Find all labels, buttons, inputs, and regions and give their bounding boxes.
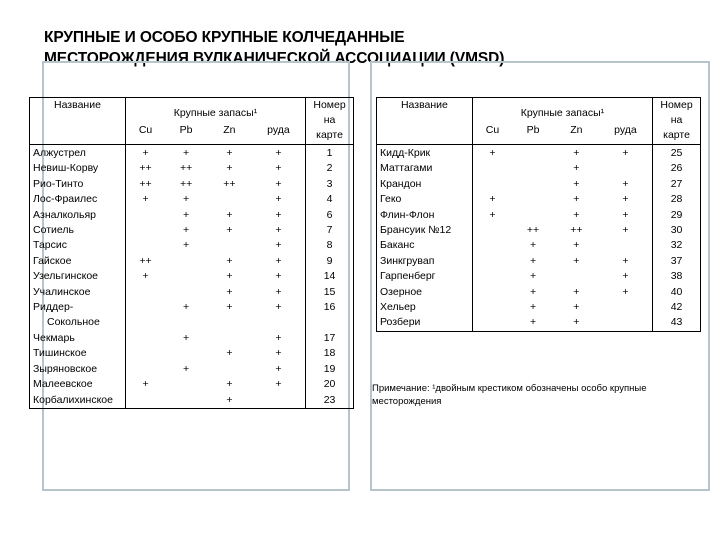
deposit-name xyxy=(30,254,126,269)
deposit-name-text: Озерное xyxy=(380,285,423,298)
cell-pb xyxy=(165,377,207,392)
deposit-name-text: Лос-Фраилес xyxy=(33,193,98,206)
cell-map-number: 7 xyxy=(306,223,354,238)
cell-cu xyxy=(472,238,512,253)
header-name: Название xyxy=(30,98,126,145)
deposit-name xyxy=(377,208,473,223)
cell-map-number: 4 xyxy=(306,192,354,207)
cell-ore: + xyxy=(275,239,282,252)
cell-pb: ++ xyxy=(179,177,193,190)
cell-zn: + xyxy=(573,147,580,159)
footnote: Примечание: ¹двойным крестиком обозначены особо крупные месторождения xyxy=(372,383,647,407)
cell-cu xyxy=(125,300,165,331)
cell-ore: + xyxy=(275,347,282,360)
deposit-name xyxy=(30,208,126,223)
deposit-name-text: Флин-Флон xyxy=(380,208,435,221)
title-line-1: КРУПНЫЕ И ОСОБО КРУПНЫЕ КОЛЧЕДАННЫЕ xyxy=(44,29,405,46)
deposit-name-text: Гайское xyxy=(33,254,72,267)
deposit-name-text: Брансуик №12 xyxy=(380,224,452,237)
deposit-name xyxy=(30,269,126,284)
header-map-number-line-1: Номер xyxy=(313,99,346,111)
cell-map-number: 43 xyxy=(653,315,701,331)
cell-ore: + xyxy=(275,378,282,391)
cell-cu xyxy=(125,346,165,361)
deposit-name-text: Корбалихинское xyxy=(33,393,113,406)
cell-zn: + xyxy=(573,239,580,252)
cell-zn: ++ xyxy=(223,177,236,190)
deposit-name-text: Тишинское xyxy=(33,347,87,360)
deposit-name-text: Маттагами xyxy=(380,162,433,175)
table-row xyxy=(377,285,701,300)
table-row xyxy=(30,393,354,409)
cell-map-number: 14 xyxy=(306,269,354,284)
deposit-name xyxy=(30,377,126,392)
table-row xyxy=(30,254,354,269)
deposit-name xyxy=(30,177,126,192)
cell-cu xyxy=(472,285,512,300)
header-ore: руда xyxy=(267,124,290,137)
cell-ore: + xyxy=(622,254,629,267)
deposit-name xyxy=(377,145,473,162)
cell-cu: + xyxy=(142,270,149,283)
table-row xyxy=(377,254,701,269)
deposit-name-text: Гарпенберг xyxy=(380,270,436,283)
table-row xyxy=(377,223,701,238)
cell-zn: ++ xyxy=(570,224,583,237)
cell-pb xyxy=(165,346,207,361)
deposit-name xyxy=(377,161,473,176)
cell-cu xyxy=(125,331,165,346)
cell-pb: + xyxy=(529,301,537,314)
right-deposits-table xyxy=(376,97,701,332)
left-deposits-table xyxy=(29,97,354,409)
cell-pb: + xyxy=(529,270,537,283)
table-row xyxy=(377,238,701,253)
cell-cu: + xyxy=(142,147,149,159)
cell-pb xyxy=(512,145,554,162)
cell-pb: + xyxy=(183,193,190,206)
deposit-name-text: Малеевское xyxy=(33,378,93,391)
deposit-name-text: Розбери xyxy=(380,316,421,329)
cell-ore xyxy=(599,161,653,176)
cell-ore: + xyxy=(275,147,282,159)
header-pb: Pb xyxy=(526,124,540,137)
cell-map-number: 40 xyxy=(653,285,701,300)
cell-pb: + xyxy=(529,239,537,252)
cell-pb: + xyxy=(183,331,190,344)
header-map-number-line-3: карте xyxy=(316,129,343,141)
header-map-number-line-2: на xyxy=(323,114,336,126)
cell-ore: + xyxy=(275,301,282,314)
deposit-name-text: Рио-Тинто xyxy=(33,177,84,190)
header-ore: руда xyxy=(614,124,637,137)
deposit-name-text: Зыряновское xyxy=(33,362,98,375)
header-zn: Zn xyxy=(223,124,236,137)
cell-ore: + xyxy=(275,208,282,221)
table-row xyxy=(377,208,701,223)
cell-map-number: 32 xyxy=(653,238,701,253)
cell-map-number: 17 xyxy=(306,331,354,346)
table-row xyxy=(30,223,354,238)
table-row xyxy=(30,269,354,284)
cell-cu xyxy=(125,223,165,238)
deposit-name-text: Чекмарь xyxy=(33,331,75,344)
deposit-name-text: Тарсис xyxy=(33,239,67,252)
header-reserves: Крупные запасы¹ xyxy=(173,107,258,119)
deposit-name xyxy=(30,161,126,176)
cell-zn xyxy=(554,269,599,284)
table-row xyxy=(377,192,701,207)
cell-zn: + xyxy=(573,193,580,206)
cell-zn: + xyxy=(573,208,580,221)
cell-pb xyxy=(512,161,554,176)
cell-ore: + xyxy=(622,147,629,159)
cell-ore xyxy=(252,393,306,409)
cell-ore: + xyxy=(275,177,282,190)
cell-zn xyxy=(207,331,252,346)
deposit-name xyxy=(30,145,126,162)
cell-pb xyxy=(165,254,207,269)
deposit-name xyxy=(30,223,126,238)
cell-ore: + xyxy=(622,177,629,190)
cell-zn xyxy=(207,362,252,377)
cell-cu: + xyxy=(142,193,149,206)
cell-map-number: 1 xyxy=(306,145,354,162)
cell-pb xyxy=(165,269,207,284)
deposit-name xyxy=(377,269,473,284)
cell-cu: ++ xyxy=(139,254,152,267)
right-table-body xyxy=(377,145,701,332)
cell-pb: + xyxy=(529,254,537,267)
cell-ore: + xyxy=(622,208,629,221)
deposit-name-text: Невиш-Корву xyxy=(33,162,99,175)
deposit-name xyxy=(377,177,473,192)
cell-cu xyxy=(125,285,165,300)
header-cu: Cu xyxy=(485,124,500,137)
cell-map-number: 28 xyxy=(653,192,701,207)
table-row xyxy=(30,362,354,377)
cell-map-number: 29 xyxy=(653,208,701,223)
cell-cu xyxy=(472,269,512,284)
cell-zn: + xyxy=(226,301,233,314)
cell-ore: + xyxy=(275,254,282,267)
cell-cu xyxy=(125,238,165,253)
cell-ore: + xyxy=(622,285,629,298)
cell-pb: + xyxy=(183,301,190,314)
deposit-name-text: Крандон xyxy=(380,177,422,190)
cell-cu xyxy=(472,223,512,238)
deposit-name xyxy=(30,300,126,331)
cell-zn: + xyxy=(573,316,580,329)
cell-map-number: 27 xyxy=(653,177,701,192)
table-row xyxy=(30,208,354,223)
cell-cu xyxy=(125,393,165,409)
cell-pb: + xyxy=(183,208,190,221)
cell-cu: ++ xyxy=(139,162,152,175)
deposit-name xyxy=(377,285,473,300)
header-map-number xyxy=(653,98,701,145)
deposit-name xyxy=(377,192,473,207)
deposit-name xyxy=(30,346,126,361)
table-row xyxy=(377,145,701,162)
cell-zn: + xyxy=(573,301,580,314)
cell-ore: + xyxy=(275,362,282,375)
deposit-name xyxy=(377,254,473,269)
header-map-number-line-1: Номер xyxy=(660,99,693,111)
deposit-name xyxy=(30,331,126,346)
cell-map-number: 9 xyxy=(306,254,354,269)
cell-zn: + xyxy=(226,347,233,360)
cell-zn: + xyxy=(226,393,233,406)
deposit-name xyxy=(377,223,473,238)
cell-ore: + xyxy=(275,224,282,237)
cell-ore: + xyxy=(275,270,282,283)
header-pb: Pb xyxy=(179,124,193,137)
cell-cu xyxy=(472,315,512,331)
header-map-number xyxy=(306,98,354,145)
table-row xyxy=(30,192,354,207)
header-map-number-line-3: карте xyxy=(663,129,690,141)
table-row xyxy=(377,315,701,331)
cell-map-number: 19 xyxy=(306,362,354,377)
table-row xyxy=(30,238,354,253)
deposit-name xyxy=(30,362,126,377)
cell-pb xyxy=(165,393,207,409)
deposit-name xyxy=(30,393,126,409)
cell-pb xyxy=(512,208,554,223)
cell-cu xyxy=(472,300,512,315)
cell-map-number: 2 xyxy=(306,161,354,176)
cell-ore: + xyxy=(622,193,629,206)
deposit-name xyxy=(30,238,126,253)
cell-ore: + xyxy=(622,270,629,283)
header-name: Название xyxy=(377,98,473,145)
deposit-name-text: Хельер xyxy=(380,301,416,314)
cell-map-number: 6 xyxy=(306,208,354,223)
deposit-name-text: Кидд-Крик xyxy=(380,147,431,159)
cell-map-number: 15 xyxy=(306,285,354,300)
deposit-name-text: Баканс xyxy=(380,239,415,252)
cell-pb: ++ xyxy=(179,162,193,175)
cell-cu xyxy=(472,177,512,192)
table-row xyxy=(30,285,354,300)
cell-pb: + xyxy=(529,316,537,329)
table-row xyxy=(30,161,354,176)
cell-ore: + xyxy=(275,193,282,206)
cell-pb xyxy=(512,177,554,192)
cell-ore: + xyxy=(622,224,629,237)
cell-map-number: 38 xyxy=(653,269,701,284)
cell-map-number: 26 xyxy=(653,161,701,176)
deposit-name xyxy=(30,285,126,300)
cell-ore xyxy=(599,238,653,253)
cell-zn: + xyxy=(226,285,233,298)
deposit-name-text-line-2: Сокольное xyxy=(47,316,100,329)
cell-pb: ++ xyxy=(526,224,540,237)
cell-ore xyxy=(599,315,653,331)
cell-map-number: 16 xyxy=(306,300,354,331)
cell-zn: + xyxy=(226,162,233,175)
header-map-number-line-2: на xyxy=(670,114,683,126)
table-row xyxy=(30,331,354,346)
cell-map-number: 37 xyxy=(653,254,701,269)
cell-map-number: 42 xyxy=(653,300,701,315)
deposit-name-text: Риддер- xyxy=(33,301,74,314)
deposit-name xyxy=(377,300,473,315)
left-table-body xyxy=(30,145,354,409)
cell-cu xyxy=(125,362,165,377)
table-row xyxy=(377,269,701,284)
cell-map-number: 20 xyxy=(306,377,354,392)
cell-zn: + xyxy=(226,224,233,237)
deposit-name xyxy=(377,315,473,331)
deposit-name-text: Алжустрел xyxy=(33,147,86,159)
cell-zn: + xyxy=(573,285,580,298)
cell-cu: + xyxy=(142,378,149,391)
cell-map-number: 8 xyxy=(306,238,354,253)
table-row xyxy=(377,300,701,315)
cell-cu: ++ xyxy=(139,177,152,190)
cell-ore xyxy=(599,300,653,315)
cell-ore: + xyxy=(275,162,282,175)
cell-zn: + xyxy=(226,147,233,159)
table-row xyxy=(377,177,701,192)
cell-zn: + xyxy=(573,162,580,175)
deposit-name xyxy=(377,238,473,253)
cell-zn: + xyxy=(226,254,233,267)
cell-zn: + xyxy=(226,208,233,221)
cell-map-number: 18 xyxy=(306,346,354,361)
header-reserves: Крупные запасы¹ xyxy=(520,107,605,119)
deposit-name-text: Зинкгрувап xyxy=(380,254,435,267)
table-row xyxy=(30,377,354,392)
header-zn: Zn xyxy=(570,124,583,137)
table-row xyxy=(30,300,354,331)
cell-map-number: 30 xyxy=(653,223,701,238)
cell-cu: + xyxy=(489,147,496,159)
cell-zn: + xyxy=(573,177,580,190)
deposit-name-text: Азналкольяр xyxy=(33,208,97,221)
table-row xyxy=(30,145,354,162)
cell-map-number: 25 xyxy=(653,145,701,162)
cell-pb: + xyxy=(183,224,190,237)
deposit-name-text: Учалинское xyxy=(33,285,91,298)
cell-zn: + xyxy=(573,254,580,267)
cell-cu: + xyxy=(489,208,496,221)
title-line-2: МЕСТОРОЖДЕНИЯ ВУЛКАНИЧЕСКОЙ АССОЦИАЦИИ (VMSD) xyxy=(44,50,505,67)
cell-pb xyxy=(512,192,554,207)
header-cu: Cu xyxy=(138,124,153,137)
cell-pb: + xyxy=(183,239,190,252)
cell-cu xyxy=(472,161,512,176)
cell-ore: + xyxy=(275,285,282,298)
cell-pb: + xyxy=(183,362,190,375)
cell-map-number: 23 xyxy=(306,393,354,409)
cell-zn: + xyxy=(226,270,233,283)
cell-pb: + xyxy=(183,147,190,159)
cell-cu: + xyxy=(489,193,496,206)
cell-cu xyxy=(125,208,165,223)
cell-pb: + xyxy=(529,285,537,298)
table-row xyxy=(377,161,701,176)
deposit-name xyxy=(30,192,126,207)
cell-cu xyxy=(472,254,512,269)
table-row xyxy=(30,177,354,192)
deposit-name-text: Сотиель xyxy=(33,224,74,237)
deposit-name-text: Геко xyxy=(380,193,402,206)
deposit-name-text: Узельгинское xyxy=(33,270,98,283)
table-row xyxy=(30,346,354,361)
cell-pb xyxy=(165,285,207,300)
cell-zn xyxy=(207,192,252,207)
cell-zn: + xyxy=(226,378,233,391)
cell-map-number: 3 xyxy=(306,177,354,192)
cell-ore: + xyxy=(275,331,282,344)
cell-zn xyxy=(207,238,252,253)
